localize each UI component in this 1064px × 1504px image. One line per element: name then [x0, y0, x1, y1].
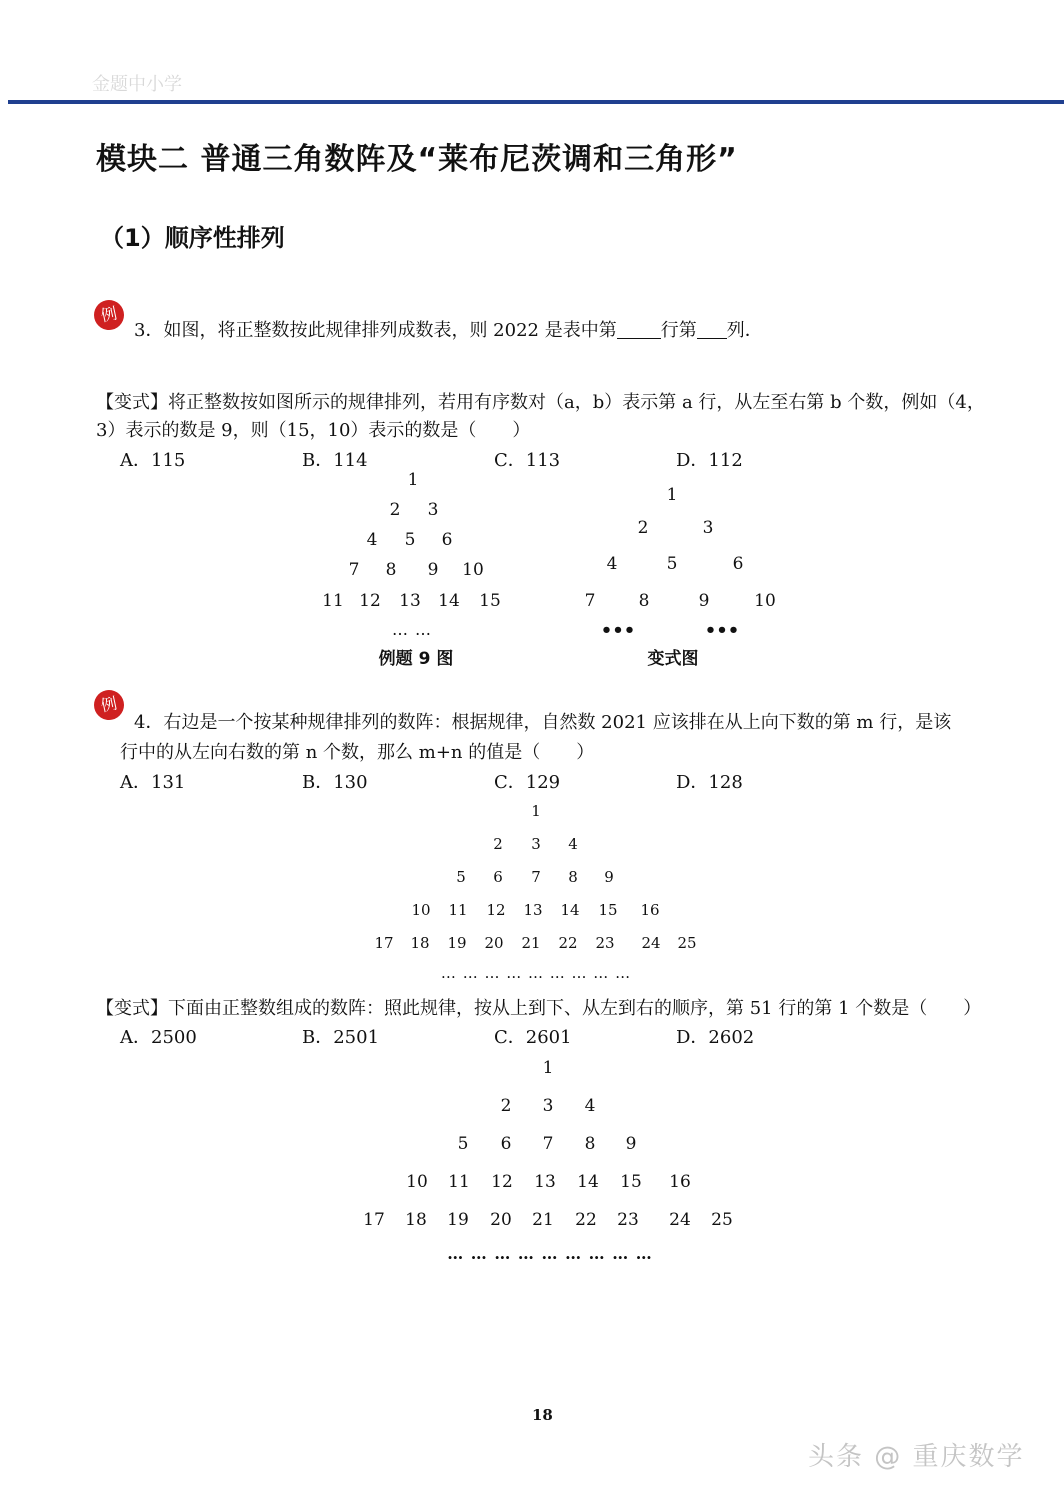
- num-cell: 20: [484, 934, 504, 952]
- example-badge-icon: 例: [91, 687, 127, 723]
- q4-option-c: C．129: [494, 772, 561, 793]
- num-cell: 10: [754, 591, 776, 611]
- num-cell: 7: [542, 1134, 554, 1154]
- num-cell: 12: [359, 591, 381, 611]
- variant1-option-c: C．113: [494, 450, 561, 471]
- num-cell: 11: [448, 1172, 470, 1192]
- num-cell: 16: [640, 901, 660, 919]
- q4-option-a: A．131: [120, 772, 186, 793]
- num-cell: 1: [531, 802, 541, 820]
- num-cell: 9: [625, 1134, 637, 1154]
- ellipsis-bold: •••: [600, 620, 636, 641]
- num-cell: 9: [604, 868, 614, 886]
- q3-text-2: 行第: [660, 320, 697, 341]
- num-cell: 22: [558, 934, 578, 952]
- num-cell: 19: [447, 934, 467, 952]
- num-cell: 11: [448, 901, 468, 919]
- section-title: （1）顺序性排列: [100, 224, 285, 252]
- q3-text-1: 3．如图，将正整数按此规律排列成数表，则 2022 是表中第: [134, 320, 617, 341]
- page-number: 18: [532, 1406, 553, 1424]
- num-cell: 3: [702, 518, 714, 538]
- num-cell: 7: [348, 560, 360, 580]
- num-cell: 18: [410, 934, 430, 952]
- num-cell: 24: [669, 1210, 691, 1230]
- variant1-option-b: B．114: [302, 450, 368, 471]
- figure-caption-variant: 变式图: [647, 649, 699, 669]
- num-cell: 10: [406, 1172, 428, 1192]
- num-cell: 16: [669, 1172, 691, 1192]
- num-cell: 12: [491, 1172, 513, 1192]
- num-cell: 2: [493, 835, 503, 853]
- ellipsis-row: … … … … … … … … …: [447, 1244, 653, 1263]
- num-cell: 25: [677, 934, 697, 952]
- example-badge-icon: 例: [91, 297, 127, 333]
- num-cell: 9: [427, 560, 439, 580]
- num-cell: 21: [521, 934, 541, 952]
- question-4-line1: 4．右边是一个按某种规律排列的数阵：根据规律，自然数 2021 应该排在从上向下数的第 m 行，是该: [134, 712, 952, 733]
- num-cell: 14: [560, 901, 580, 919]
- num-cell: 2: [389, 500, 401, 520]
- num-cell: 3: [427, 500, 439, 520]
- num-cell: 13: [523, 901, 543, 919]
- question-3: [134, 316, 763, 342]
- ellipsis-bold: •••: [704, 620, 740, 641]
- num-cell: 3: [542, 1096, 554, 1116]
- variant1-option-d: D．112: [676, 450, 743, 471]
- num-cell: 17: [374, 934, 394, 952]
- num-cell: 5: [457, 1134, 469, 1154]
- num-cell: 6: [493, 868, 503, 886]
- num-cell: 3: [531, 835, 541, 853]
- num-cell: 22: [575, 1210, 597, 1230]
- num-cell: 12: [486, 901, 506, 919]
- q4-option-d: D．128: [676, 772, 743, 793]
- num-cell: 18: [405, 1210, 427, 1230]
- ellipsis-row: … … … … … … … … …: [440, 964, 632, 982]
- q3-blank-col: [697, 320, 727, 339]
- num-cell: 1: [407, 470, 419, 490]
- num-cell: 23: [595, 934, 615, 952]
- num-cell: 25: [711, 1210, 733, 1230]
- num-cell: 6: [732, 554, 744, 574]
- num-cell: 8: [385, 560, 397, 580]
- variant2-option-c: C．2601: [494, 1027, 572, 1048]
- q3-text-3: 列．: [726, 320, 763, 341]
- num-cell: 15: [479, 591, 501, 611]
- watermark: 头条 @ 重庆数学: [808, 1442, 1025, 1472]
- num-cell: 11: [322, 591, 344, 611]
- figure-caption-example9: 例题 9 图: [378, 649, 454, 669]
- num-cell: 4: [606, 554, 618, 574]
- num-cell: 14: [438, 591, 460, 611]
- num-cell: 9: [698, 591, 710, 611]
- q4-option-b: B．130: [302, 772, 368, 793]
- variant1-line2: 3）表示的数是 9，则（15，10）表示的数是（ ）: [96, 420, 531, 441]
- ellipsis-row: … …: [391, 620, 433, 639]
- num-cell: 6: [500, 1134, 512, 1154]
- num-cell: 20: [490, 1210, 512, 1230]
- num-cell: 8: [568, 868, 578, 886]
- num-cell: 8: [584, 1134, 596, 1154]
- num-cell: 14: [577, 1172, 599, 1192]
- num-cell: 15: [598, 901, 618, 919]
- module-title: 模块二 普通三角数阵及“莱布尼茨调和三角形”: [96, 142, 738, 177]
- variant2-option-b: B．2501: [302, 1027, 380, 1048]
- num-cell: 1: [542, 1058, 554, 1078]
- num-cell: 1: [666, 485, 678, 505]
- num-cell: 2: [500, 1096, 512, 1116]
- num-cell: 15: [620, 1172, 642, 1192]
- variant1-option-a: A．115: [120, 450, 186, 471]
- num-cell: 5: [404, 530, 416, 550]
- num-cell: 2: [637, 518, 649, 538]
- num-cell: 6: [441, 530, 453, 550]
- variant2-option-d: D．2602: [676, 1027, 755, 1048]
- num-cell: 13: [534, 1172, 556, 1192]
- num-cell: 21: [532, 1210, 554, 1230]
- num-cell: 13: [399, 591, 421, 611]
- question-4-line2: 行中的从左向右数的第 n 个数，那么 m+n 的值是（ ）: [120, 742, 595, 763]
- q3-blank-row: [617, 320, 661, 339]
- num-cell: 5: [456, 868, 466, 886]
- num-cell: 7: [531, 868, 541, 886]
- num-cell: 19: [447, 1210, 469, 1230]
- num-cell: 4: [568, 835, 578, 853]
- variant1-line1: 【变式】将正整数按如图所示的规律排列，若用有序数对（a，b）表示第 a 行，从左至右第 b 个数，例如（4，: [96, 392, 985, 413]
- num-cell: 7: [584, 591, 596, 611]
- num-cell: 4: [366, 530, 378, 550]
- num-cell: 4: [584, 1096, 596, 1116]
- num-cell: 17: [363, 1210, 385, 1230]
- variant2-option-a: A．2500: [120, 1027, 197, 1048]
- header-logo-text: 金题中小学: [92, 74, 182, 95]
- num-cell: 10: [411, 901, 431, 919]
- num-cell: 24: [641, 934, 661, 952]
- header-rule: [8, 100, 1064, 104]
- variant2-line1: 【变式】下面由正整数组成的数阵：照此规律，按从上到下、从左到右的顺序，第 51 行的第 1 个数是（ ）: [96, 998, 982, 1019]
- num-cell: 10: [462, 560, 484, 580]
- num-cell: 8: [638, 591, 650, 611]
- num-cell: 5: [666, 554, 678, 574]
- num-cell: 23: [617, 1210, 639, 1230]
